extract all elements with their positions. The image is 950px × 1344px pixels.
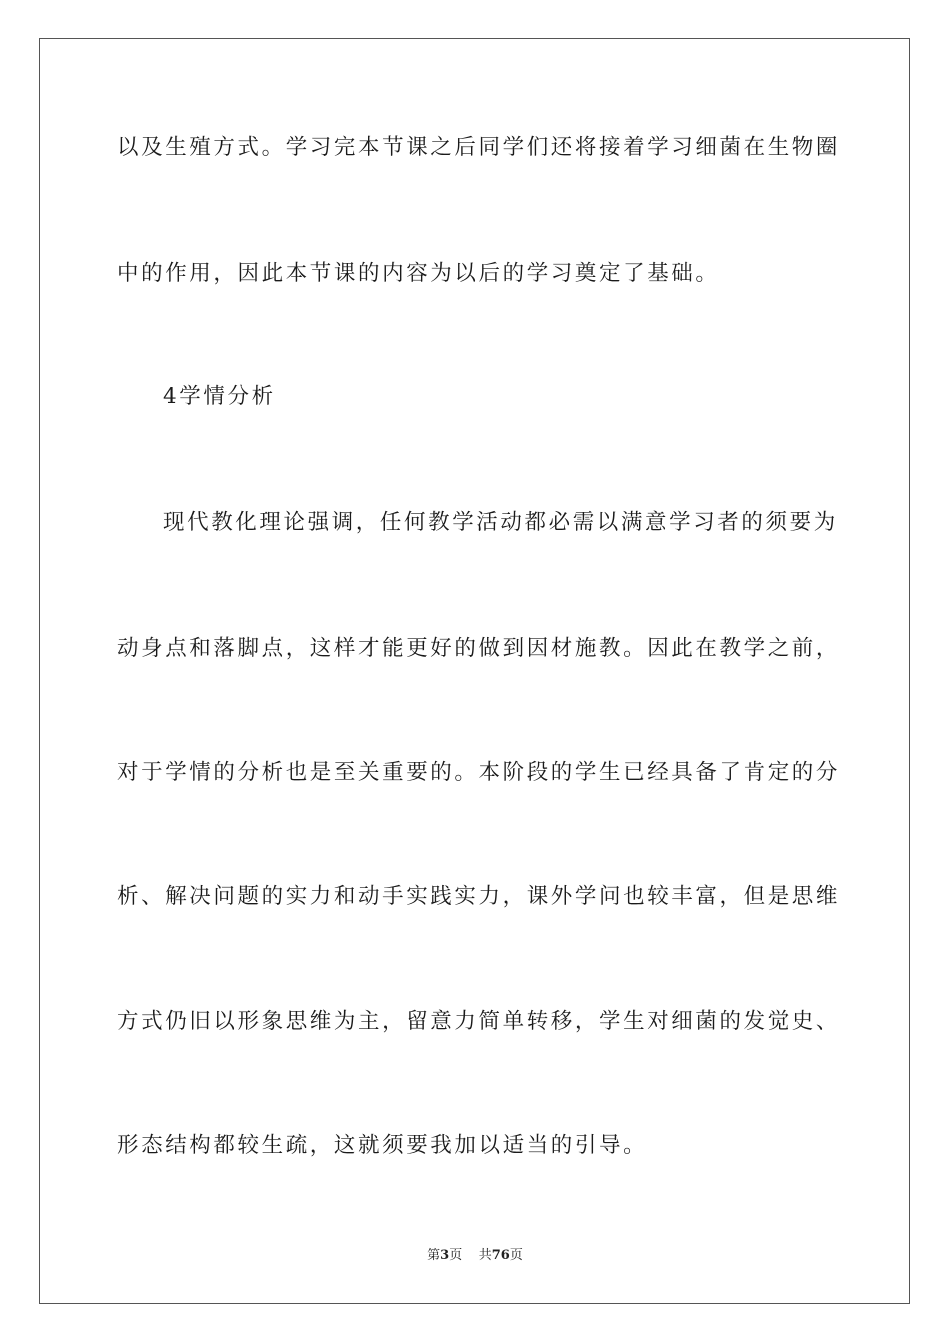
page-footer: [0, 1247, 950, 1265]
total-pages: 76: [491, 1248, 510, 1263]
paragraph-line: 中的作用，因此本节课的内容为以后的学习奠定了基础。: [117, 261, 720, 286]
page-prefix: 第: [427, 1248, 441, 1263]
page-number: 3: [440, 1248, 450, 1263]
page-border: [39, 38, 910, 1304]
paragraph-line: 以及生殖方式。学习完本节课之后同学们还将接着学习细菌在生物圈: [117, 135, 841, 160]
paragraph-line: 析、解决问题的实力和动手实践实力，课外学问也较丰富，但是思维: [117, 884, 841, 909]
paragraph-line: 对于学情的分析也是至关重要的。本阶段的学生已经具备了肯定的分: [117, 760, 841, 785]
paragraph-line: 方式仍旧以形象思维为主，留意力简单转移，学生对细菌的发觉史、: [117, 1009, 841, 1034]
paragraph-line: 动身点和落脚点，这样才能更好的做到因材施教。因此在教学之前，: [117, 636, 841, 661]
total-suffix: 页: [509, 1248, 523, 1263]
total-prefix: 共: [478, 1248, 492, 1263]
page-suffix: 页: [449, 1248, 463, 1263]
paragraph-line: 形态结构都较生疏，这就须要我加以适当的引导。: [117, 1133, 648, 1158]
section-heading: 4学情分析: [163, 384, 276, 409]
paragraph-line: 现代教化理论强调，任何教学活动都必需以满意学习者的须要为: [163, 510, 838, 535]
